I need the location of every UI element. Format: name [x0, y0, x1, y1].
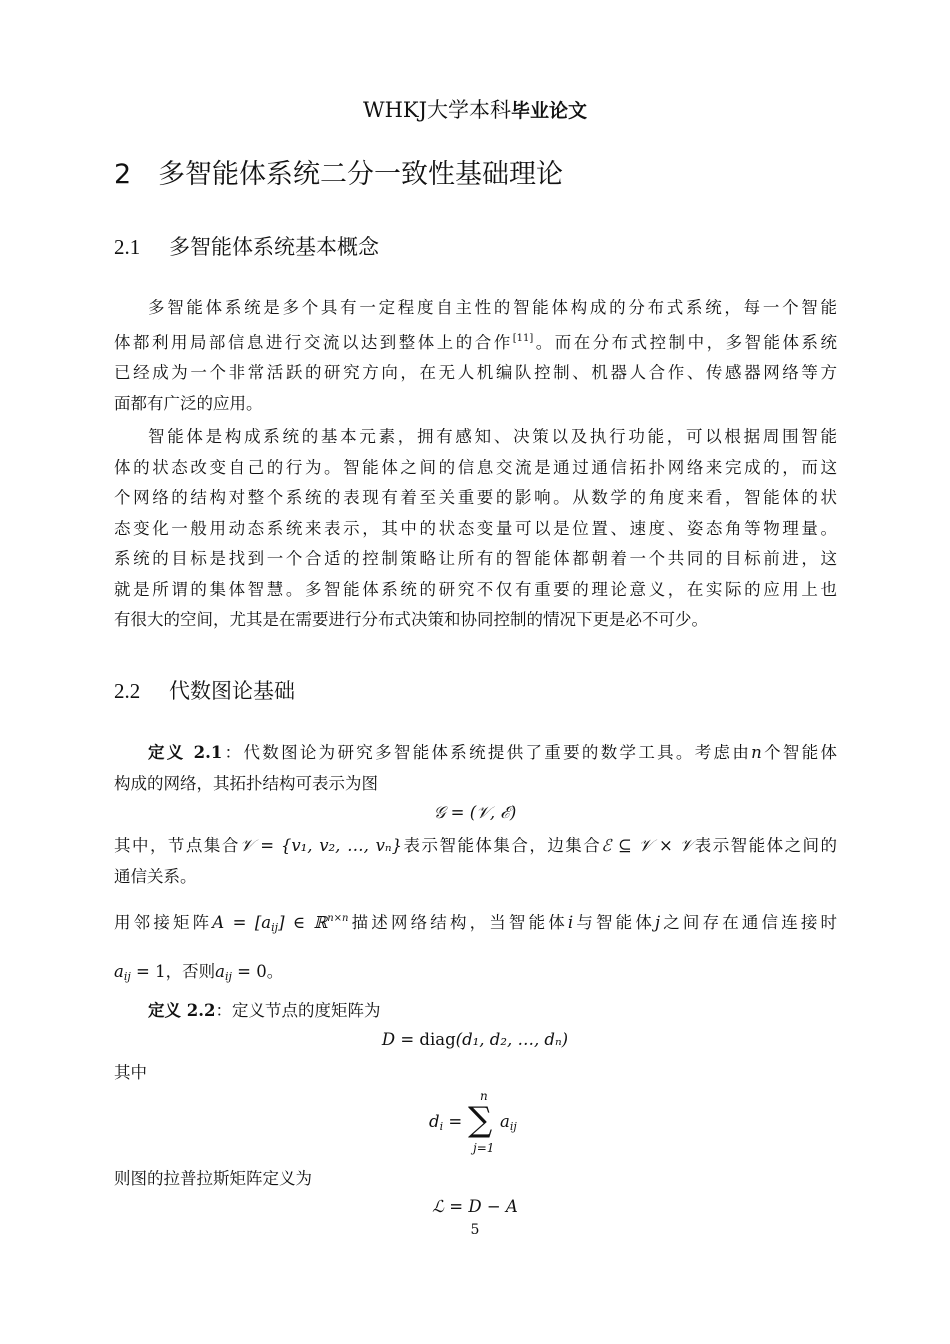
definition-label: 定义 2.2	[148, 1001, 216, 1020]
text-line: 用邻接矩阵$A = [a_{ij}]$ ∈ ℝ$^{n\times n}$描述网络结构，当智能体i与智能体j之间存在通信连接时	[114, 913, 838, 934]
section-number: 2.2	[114, 679, 141, 703]
text-line: 有很大的空间，尤其是在需要进行分布式决策和协同控制的情况下更是必不可少。	[114, 610, 708, 629]
laplacian-intro: 则图的拉普拉斯矩阵定义为	[114, 1169, 312, 1188]
summation-sign: ∑	[468, 1100, 493, 1140]
definition-2-2: 定义 2.2：定义节点的度矩阵为	[148, 1001, 381, 1020]
chapter-title: 多智能体系统二分一致性基础理论	[158, 159, 563, 190]
running-header	[0, 94, 950, 124]
paragraph-agents	[114, 422, 837, 636]
section-number: 2.1	[114, 235, 141, 259]
text-line: 体的状态改变自己的行为。智能体之间的信息交流是通过通信拓扑网络来完成的，而这	[114, 457, 837, 477]
text-line: 个网络的结构对整个系统的表现有着至关重要的影响。从数学的角度来看，智能体的状	[114, 488, 837, 507]
text-line: 态变化一般用动态系统来表示，其中的状态变量可以是位置、速度、姿态角等物理量。	[114, 518, 837, 538]
definition-label: 定义 2.1	[148, 743, 223, 762]
header-university: WHKJ大学本科	[362, 98, 511, 122]
text-line: 定义 2.1：代数图论为研究多智能体系统提供了重要的数学工具。考虑由n个智能体	[148, 743, 838, 762]
definition-2-1-cont	[114, 831, 837, 892]
definition-2-1	[114, 738, 837, 799]
text-line: 智能体是构成系统的基本元素，拥有感知、决策以及执行功能，可以根据周围智能	[148, 427, 837, 446]
chapter-heading	[114, 152, 563, 191]
paragraph-concepts	[114, 293, 837, 419]
degree-sum-formula	[0, 1089, 950, 1159]
text-line: 已经成为一个非常活跃的研究方向，在无人机编队控制、机器人合作、传感器网络等方	[114, 363, 837, 382]
section-heading-2-1	[114, 231, 379, 261]
header-thesis-label: 毕业论文	[511, 100, 588, 122]
section-title: 代数图论基础	[169, 679, 295, 703]
chapter-number: 2	[114, 159, 132, 190]
text-line: 就是所谓的集体智慧。多智能体系统的研究不仅有重要的理论意义，在实际的应用上也	[114, 579, 837, 599]
text-line: 多智能体系统是多个具有一定程度自主性的智能体构成的分布式系统，每一个智能	[148, 298, 837, 317]
adjacency-line	[114, 904, 837, 944]
text-line: 构成的网络，其拓扑结构可表示为图	[114, 773, 378, 793]
graph-formula: 𝒢 = (𝒱, ℰ)	[433, 803, 517, 822]
where-label: 其中	[114, 1063, 147, 1082]
sum-upper-limit: n	[480, 1089, 488, 1103]
text-line: 体都利用局部信息进行交流以达到整体上的合作[11]。而在分布式控制中，多智能体系统	[114, 332, 838, 352]
degree-matrix-formula: D = diag(d₁, d₂, …, dₙ)	[381, 1030, 569, 1049]
sum-lhs: $d_i$ =	[429, 1112, 463, 1133]
section-title: 多智能体系统基本概念	[169, 235, 379, 259]
citation: [11]	[512, 332, 534, 344]
sum-term: $a_{ij}$	[500, 1112, 517, 1133]
text-line: 面都有广泛的应用。	[114, 393, 263, 413]
laplacian-formula: ℒ = D − A	[432, 1197, 518, 1216]
text-line: 其中，节点集合𝒱 = {v₁, v₂, …, vₙ}表示智能体集合，边集合ℰ ⊆ 𝒱 × 𝒱表示智能体之间的	[114, 836, 838, 855]
page-number: 5	[470, 1222, 480, 1238]
adjacency-values: $a_{ij} = 1$，否则$a_{ij} = 0$。	[114, 962, 284, 983]
text-line: 通信关系。	[114, 866, 197, 886]
text-line: 系统的目标是找到一个合适的控制策略让所有的智能体都朝着一个共同的目标前进，这	[114, 549, 837, 568]
sum-lower-limit: j=1	[473, 1141, 495, 1155]
section-heading-2-2	[114, 675, 295, 705]
